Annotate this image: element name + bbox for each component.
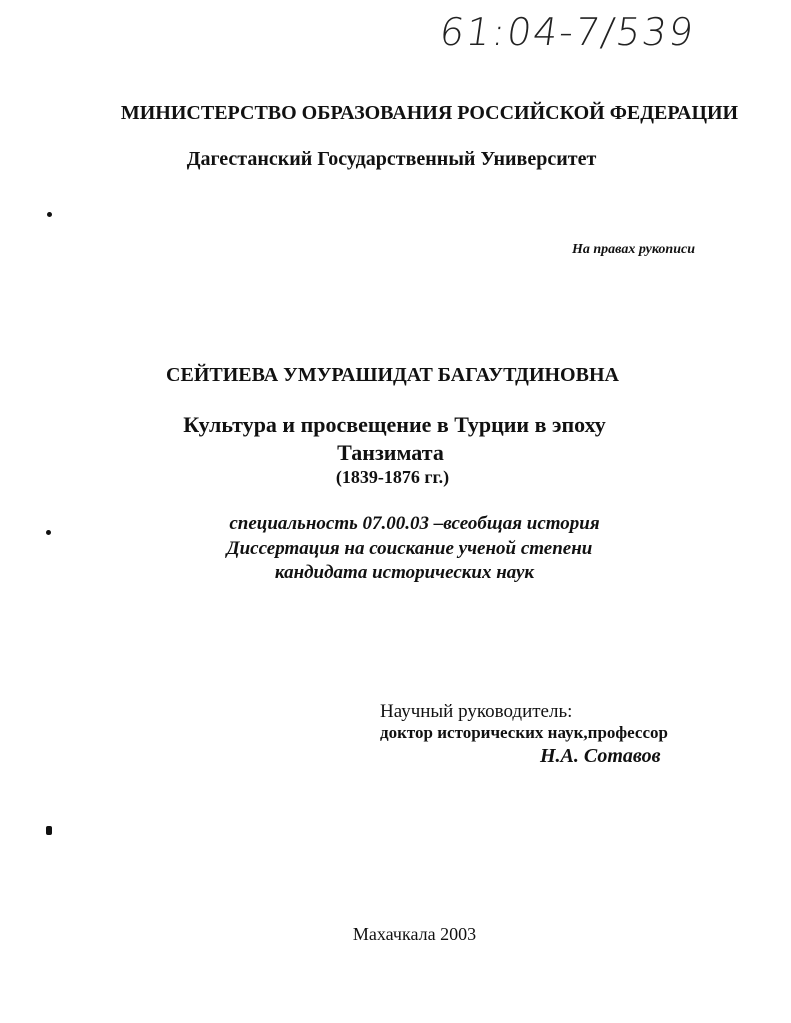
supervisor-degree: доктор исторических наук,профессор [380, 723, 668, 742]
scan-speck-mark [46, 826, 52, 835]
university-heading: Дагестанский Государственный Университет [186, 148, 597, 170]
author-name: СЕЙТИЕВА УМУРАШИДАТ БАГАУТДИНОВНА [166, 364, 619, 386]
archive-code-handwritten: 61:04-7/539 [436, 10, 698, 54]
degree-line-1: Диссертация на соискание ученой степени [226, 538, 593, 559]
ministry-heading: МИНИСТЕРСТВО ОБРАЗОВАНИЯ РОССИЙСКОЙ ФЕДЕРАЦИИ [120, 102, 739, 124]
thesis-title-line-2: Танзимата [337, 440, 444, 465]
scan-speck-mark [47, 212, 52, 217]
specialty-line: специальность 07.00.03 –всеобщая история [229, 513, 600, 534]
thesis-years: (1839-1876 гг.) [335, 467, 450, 487]
supervisor-label: Научный руководитель: [380, 701, 573, 722]
place-and-year: Махачкала 2003 [352, 924, 477, 944]
supervisor-name: Н.А. Сотавов [540, 745, 661, 767]
manuscript-rights-note: На правах рукописи [572, 242, 695, 257]
thesis-title-line-1: Культура и просвещение в Турции в эпоху [183, 412, 606, 437]
degree-line-2: кандидата исторических наук [274, 562, 535, 583]
